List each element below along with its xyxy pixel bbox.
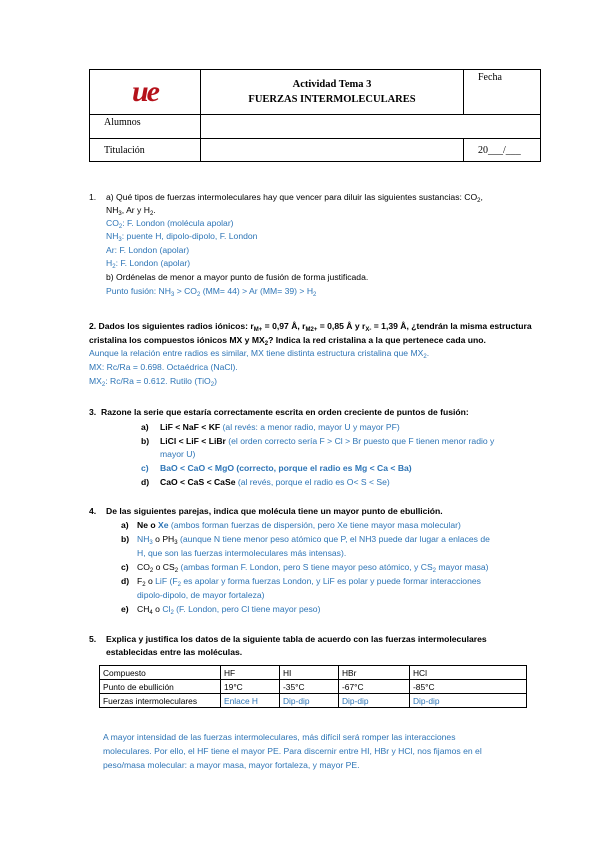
table-cell: Dip-dip	[280, 694, 339, 708]
q1-answer-nh3: $NH_3$: puente H, dipolo-dipolo, F. London	[106, 231, 258, 243]
q4-c: $CO_2$ o $CS_2$ (ambas forman F. London, pero S tiene mayor peso atómico, y $CS_2$ mayor masa)	[137, 562, 489, 574]
q3-text: Razone la serie que estaría correctamente escrita en orden creciente de puntos de fusión:	[101, 407, 469, 417]
logo-cell	[90, 70, 201, 115]
q5-number: 5.	[89, 634, 97, 644]
activity-title: Actividad Tema 3	[292, 79, 372, 90]
titulacion-label: Titulación	[104, 144, 145, 156]
q5-text-line2: establecidas entre las moléculas.	[106, 647, 243, 657]
activity-subject: FUERZAS INTERMOLECULARES	[248, 94, 416, 105]
q4-b: $NH_3$ o $PH_3$ (aunque N tiene menor peso atómico que P, el NH3 puede dar lugar a enlaces de	[137, 534, 490, 546]
q1-a-text: a) Qué tipos de fuerzas intermoleculares hay que vencer para diluir las siguientes sustancias: $CO_2$,	[106, 192, 483, 204]
q2-answer-3: $MX_2$: Rc/Ra = 0.612. Rutilo (TiO$_2$)	[89, 376, 217, 388]
table-cell: Dip-dip	[339, 694, 410, 708]
date-cell	[464, 139, 541, 162]
q2-text-line2: cristalina los compuestos iónicos MX y $MX_2$? Indica la red cristalina a la que pertenece cada uno.	[89, 335, 486, 347]
header-table	[89, 69, 541, 162]
q1-answer-h2: $H_2$: F. London (apolar)	[106, 258, 191, 270]
q3-a-label: a)	[141, 422, 149, 432]
titulacion-label-cell	[90, 139, 201, 162]
table-cell: 19°C	[221, 680, 280, 694]
q2-answer-2: MX: Rc/Ra = 0.698. Octaédrica (NaCl).	[89, 362, 238, 372]
q1-number: 1.	[89, 192, 97, 202]
q1-b-text: b) Ordénelas de menor a mayor punto de fusión de forma justificada.	[106, 272, 369, 282]
table-cell: Punto de ebullición	[100, 680, 221, 694]
table-row	[100, 694, 527, 708]
q2-text-line1: 2. Dados los siguientes radios iónicos: $r_{M+} = 0,97$ Å, $r_{M2+} = 0,85$ Å y $r_{X-} = 1,39$ Å, ¿tendrán la misma estructura	[89, 321, 532, 333]
q4-a: Ne o Xe (ambos forman fuerzas de dispersión, pero Xe tiene mayor masa molecular)	[137, 520, 461, 530]
date-value: 20___/___	[478, 144, 521, 156]
table-cell: -67°C	[339, 680, 410, 694]
titulacion-field[interactable]	[201, 139, 464, 162]
q4-a-label: a)	[121, 520, 129, 530]
q3-c-label: c)	[141, 463, 149, 473]
q4-e-label: e)	[121, 604, 129, 614]
q1-answer-co2: $CO_2$: F. London (molécula apolar)	[106, 218, 234, 230]
table-cell: -85°C	[410, 680, 527, 694]
q4-b-label: b)	[121, 534, 130, 544]
alumnos-label: Alumnos	[104, 117, 141, 128]
q5-answer-2: moleculares. Por ello, el HF tiene el mayor PE. Para discernir entre HI, HBr y HCl, nos fijamos en el	[103, 746, 482, 756]
q4-e: $CH_4$ o $Cl_2$ (F. London, pero Cl tiene mayor peso)	[137, 604, 321, 616]
fecha-cell	[464, 70, 541, 115]
q3-c: BaO < CaO < MgO (correcto, porque el radio es Mg < Ca < Ba)	[160, 463, 412, 473]
table-header-cell: HCl	[410, 666, 527, 680]
q4-d-cont: dipolo-dipolo, de mayor fortaleza)	[137, 590, 265, 600]
table-header-row	[100, 666, 527, 680]
q5-answer-1: A mayor intensidad de las fuerzas intermoleculares, más difícil será romper las interacciones	[103, 732, 456, 742]
q3-b: LiCl < LiF < LiBr (el orden correcto sería F > Cl > Br puesto que F tienen menor radio y	[160, 436, 495, 446]
table-header-cell: HF	[221, 666, 280, 680]
q4-d: $F_2$ o LiF ($F_2$ es apolar y forma fuerzas London, y LiF es polar y puede formar interacciones	[137, 576, 481, 588]
q3-d-label: d)	[141, 477, 150, 487]
q4-b-cont: H, que son las fuerzas intermoleculares más intensas).	[137, 548, 347, 558]
table-row	[100, 680, 527, 694]
table-header-cell: Compuesto	[100, 666, 221, 680]
table-cell: Fuerzas intermoleculares	[100, 694, 221, 708]
table-header-cell: HBr	[339, 666, 410, 680]
table-cell: Enlace H	[221, 694, 280, 708]
q4-text: De las siguientes parejas, indica que molécula tiene un mayor punto de ebullición.	[106, 506, 443, 516]
university-logo: ue	[132, 75, 158, 108]
q5-text-line1: Explica y justifica los datos de la siguiente tabla de acuerdo con las fuerzas intermoleculares	[106, 634, 487, 644]
alumnos-label-cell	[90, 115, 201, 139]
boiling-point-table	[99, 665, 527, 708]
q4-number: 4.	[89, 506, 97, 516]
q3-number: 3.	[89, 407, 97, 417]
q1-a-text-cont: $NH_3$, Ar y $H_2$.	[106, 205, 156, 217]
q1-answer-order: Punto fusión: $NH_3 > CO_2$ (MM= 44) > Ar $(MM= 39) > H_2$	[106, 286, 317, 298]
table-header-cell: HI	[280, 666, 339, 680]
table-cell: Dip-dip	[410, 694, 527, 708]
q5-answer-3: peso/masa molecular: a mayor masa, mayor fortaleza, y mayor PE.	[103, 760, 360, 770]
q3-b-cont: mayor U)	[160, 449, 196, 459]
q3-d: CaO < CaS < CaSe (al revés, porque el radio es O< S < Se)	[160, 477, 390, 487]
title-cell	[201, 70, 464, 115]
q1-answer-ar: Ar: F. London (apolar)	[106, 245, 190, 255]
q4-d-label: d)	[121, 576, 130, 586]
q4-c-label: c)	[121, 562, 129, 572]
fecha-label: Fecha	[478, 72, 502, 83]
q2-answer-1: Aunque la relación entre radios es similar, MX tiene distinta estructura cristalina que $MX_2$.	[89, 348, 430, 360]
q3-b-label: b)	[141, 436, 150, 446]
q3-a: LiF < NaF < KF (al revés: a menor radio, mayor U y mayor PF)	[160, 422, 400, 432]
table-cell: -35°C	[280, 680, 339, 694]
alumnos-field[interactable]	[201, 115, 541, 139]
